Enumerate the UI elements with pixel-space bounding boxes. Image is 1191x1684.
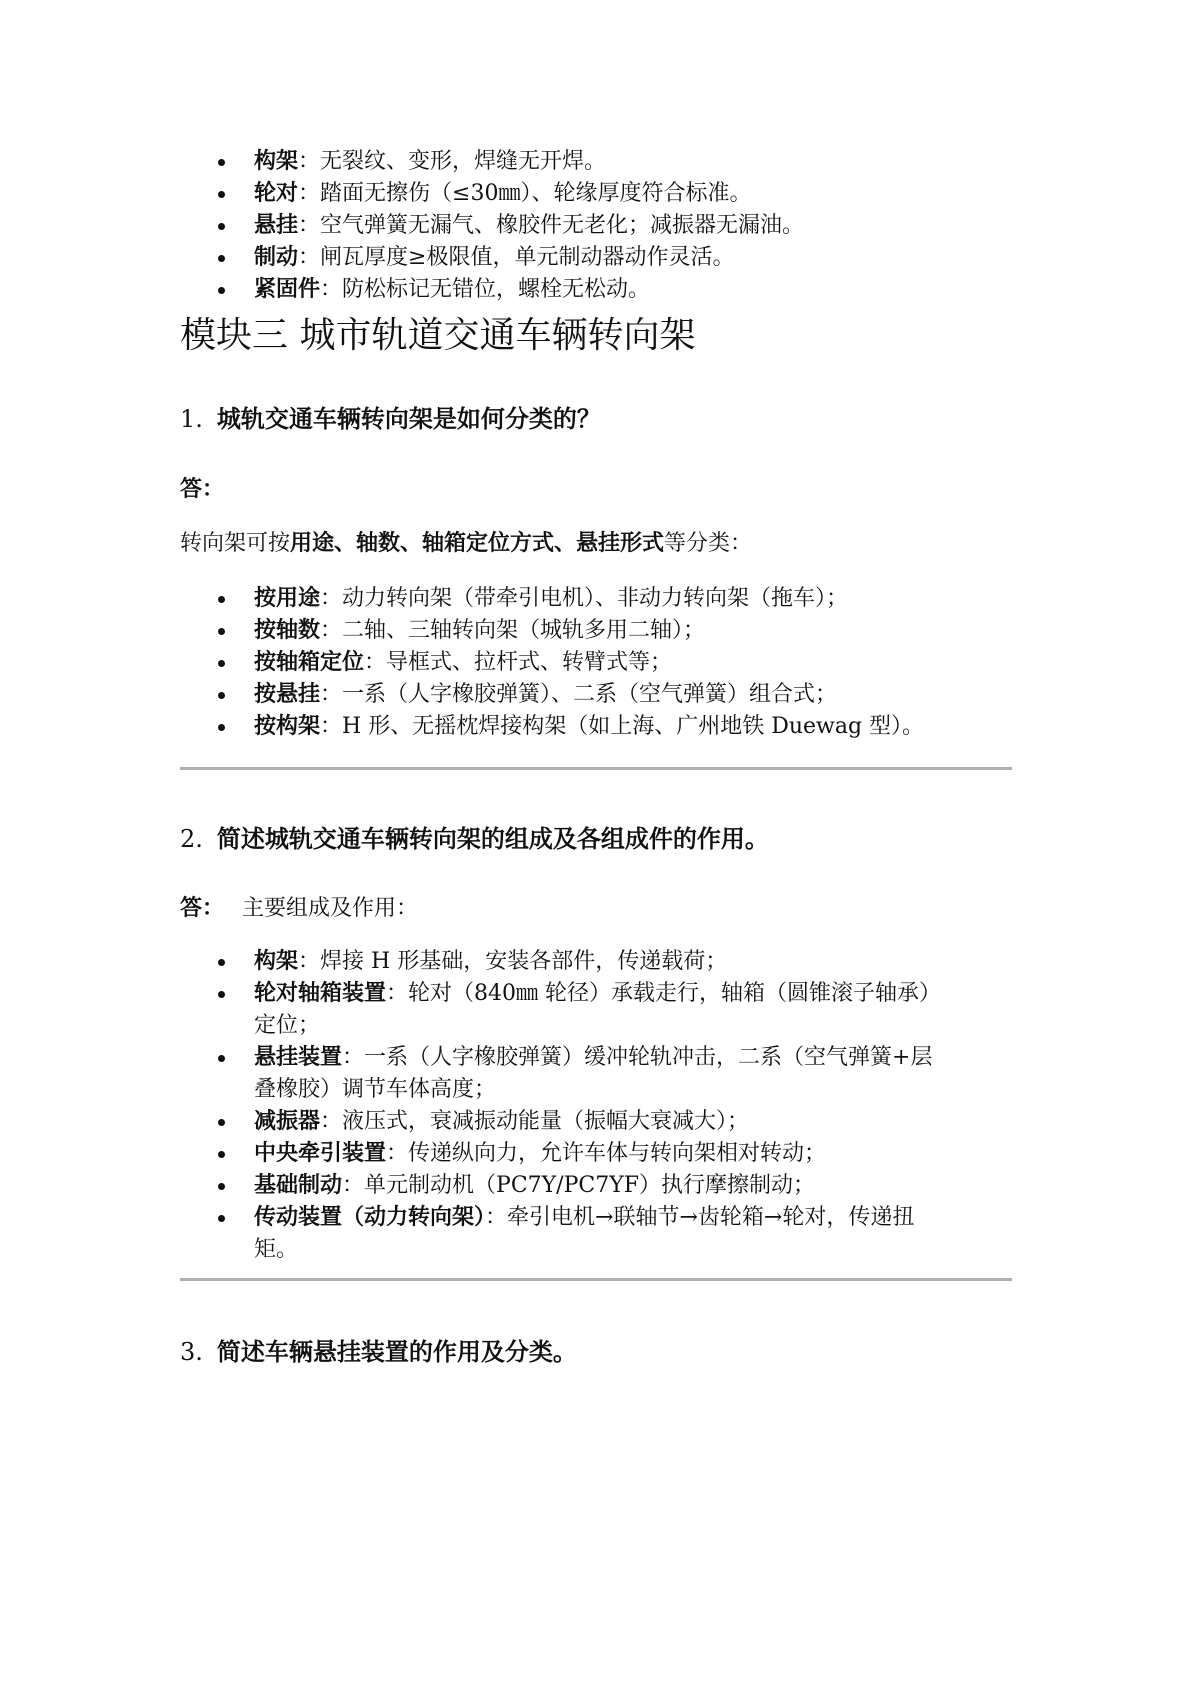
item-term: 轮对 [254,181,299,206]
list-item [180,146,1020,178]
item-term: 构架 [254,149,299,174]
item-term: 按悬挂 [254,682,321,707]
item-text: ：二轴、三轴转向架（城轨多用二轴）； [320,618,706,643]
item-text: ：一系（人字橡胶弹簧）缓冲轮轨冲击，二系（空气弹簧+层叠橡胶）调节车体高度； [254,1045,933,1102]
item-term: 按用途 [254,586,321,611]
item-text: ：牵引电机→联轴节→齿轮箱→轮对，传递扭矩。 [254,1205,915,1262]
answer-text: 主要组成及作用： [242,896,419,921]
inspection-list [180,146,1020,306]
question-2 [180,823,769,855]
item-term: 减振器 [254,1109,321,1134]
question-title: 简述城轨交通车辆转向架的组成及各组成件的作用。 [216,825,769,853]
list-item [180,711,1020,743]
question-title: 城轨交通车辆转向架是如何分类的？ [216,405,601,433]
item-term: 轮对轴箱装置 [254,981,387,1006]
item-term: 悬挂 [254,213,299,238]
list-item [180,1202,940,1266]
item-text: ：空气弹簧无漏气、橡胶件无老化；减振器无漏油。 [298,213,805,238]
list-item [180,1138,940,1170]
item-term: 悬挂装置 [254,1045,343,1070]
item-text: ：闸瓦厚度≥极限值，单元制动器动作灵活。 [298,245,735,270]
intro-text: 转向架可按 [180,531,291,556]
answer-2-list [180,946,1020,1266]
answer-1-list [180,583,1020,743]
item-term: 按轴数 [254,618,321,643]
list-item [180,679,1020,711]
list-item [180,1106,940,1138]
question-title: 简述车辆悬挂装置的作用及分类。 [216,1338,577,1366]
intro-bold: 用途、轴数、轴箱定位方式、悬挂形式 [290,531,665,556]
answer-label: 答： [180,896,225,921]
question-number: 1. [180,405,203,433]
item-text: ：单元制动机（PC7Y/PC7YF）执行摩擦制动； [342,1173,816,1198]
list-item [180,978,940,1042]
item-term: 紧固件 [254,277,321,302]
answer-label: 答： [180,477,225,502]
item-term: 制动 [254,245,299,270]
item-text: ：动力转向架（带牵引电机）、非动力转向架（拖车）； [320,586,849,611]
item-text: ：液压式，衰减振动能量（振幅大衰减大）； [320,1109,750,1134]
list-item [180,274,1020,306]
list-item [180,647,1020,679]
answer-2 [180,893,418,925]
answer-1-label [180,474,224,506]
list-item [180,242,1020,274]
item-text: ：传递纵向力，允许车体与转向架相对转动； [386,1141,827,1166]
item-text: ：H 形、无摇枕焊接构架（如上海、广州地铁 Duewag 型）。 [320,714,925,739]
list-item [180,210,1020,242]
divider [180,767,1012,770]
list-item [180,583,1020,615]
list-item [180,1170,940,1202]
intro-text-end: 等分类： [664,531,753,556]
item-text: ：无裂纹、变形，焊缝无开焊。 [298,149,607,174]
list-item [180,946,940,978]
list-item [180,615,1020,647]
item-term: 中央牵引装置 [254,1141,387,1166]
item-text: ：焊接 H 形基础，安装各部件，传递载荷； [298,949,728,974]
item-term: 构架 [254,949,299,974]
item-term: 按构架 [254,714,321,739]
item-text: ：踏面无擦伤（≤30㎜）、轮缘厚度符合标准。 [298,181,752,206]
question-number: 3. [180,1338,203,1366]
list-item [180,178,1020,210]
item-term: 按轴箱定位 [254,650,365,675]
item-term: 基础制动 [254,1173,343,1198]
question-3 [180,1336,577,1368]
module-title: 模块三 城市轨道交通车辆转向架 [180,315,696,356]
question-1 [180,403,601,435]
divider [180,1278,1012,1281]
answer-1-intro [180,528,752,560]
item-text: ：防松标记无错位，螺栓无松动。 [320,277,651,302]
item-text: ：轮对（840㎜ 轮径）承载走行，轴箱（圆锥滚子轴承）定位； [254,981,931,1038]
item-term: 传动装置（动力转向架） [254,1205,486,1230]
item-text: ：导框式、拉杆式、转臂式等； [364,650,673,675]
item-text: ：一系（人字橡胶弹簧）、二系（空气弹簧）组合式； [320,682,838,707]
list-item [180,1042,940,1106]
question-number: 2. [180,825,203,853]
